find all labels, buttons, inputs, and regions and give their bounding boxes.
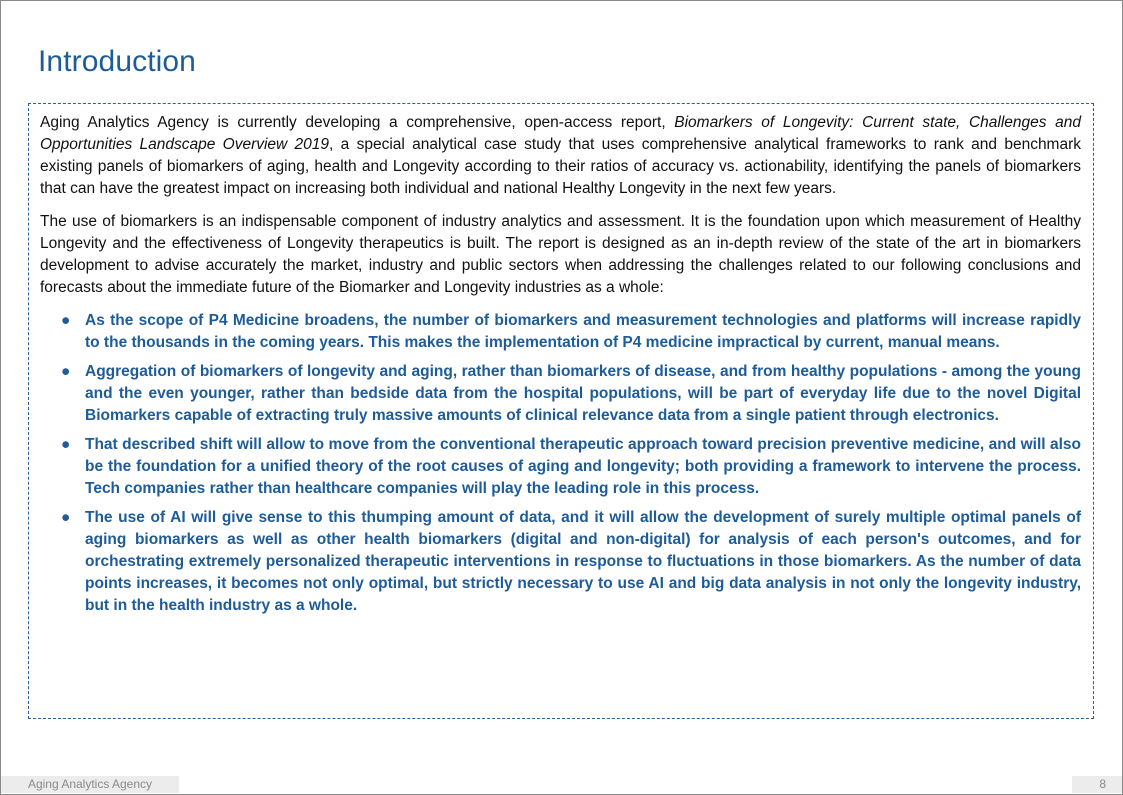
intro-paragraph-2: The use of biomarkers is an indispensable component of industry analytics and assessment. It is the foundation upon which measurement of Healthy Longevity and the effectiveness of Longevity therapeutics is built. The report is designed as an in-depth review of the state of the art in biomarkers development to advise accurately the market, industry and public sectors when addressing the challenges related to our following conclusions and forecasts about the immediate future of the Biomarker and Longevity industries as a whole: xyxy=(40,213,1081,296)
footer-publisher: Aging Analytics Agency xyxy=(1,776,179,793)
page-title: Introduction xyxy=(38,45,196,78)
list-item xyxy=(40,507,1081,617)
list-item xyxy=(40,361,1081,427)
bullet-icon: ● xyxy=(61,436,71,453)
list-item xyxy=(40,434,1081,500)
intro-paragraph-1-lead: Aging Analytics Agency is currently developing a comprehensive, open-access report, xyxy=(40,114,675,131)
list-item-text: That described shift will allow to move from the conventional therapeutic approach toward precision preventive medicine, and will also be the foundation for a unified theory of the root causes of aging and longevity; both providing a framework to intervene the process. Tech companies rather than healthcare companies will play the leading role in this process. xyxy=(85,436,1081,497)
bullet-icon: ● xyxy=(61,509,71,526)
list-item xyxy=(40,310,1081,354)
page-number: 8 xyxy=(1072,776,1122,793)
conclusions-list xyxy=(40,310,1081,617)
list-item-text: As the scope of P4 Medicine broadens, the number of biomarkers and measurement technologies and platforms will increase rapidly to the thousands in the coming years. This makes the implementation of P4 medicine impractical by current, manual means. xyxy=(85,312,1081,351)
intro-paragraph-1 xyxy=(40,112,1081,200)
intro-paragraph-1-rest: , a special analytical case study that uses comprehensive analytical frameworks to rank and benchmark existing panels of biomarkers of aging, health and Longevity according to their ratios of accuracy vs. actionability, identifying the panels of biomarkers that can have the greatest impact on increasing both individual and national Healthy Longevity in the next few years. xyxy=(40,136,1082,197)
report-title: Biomarkers of Longevity: Current state, Challenges and Opportunities Landscape Overview 2019 xyxy=(40,114,1082,153)
list-item-text: The use of AI will give sense to this thumping amount of data, and it will allow the development of surely multiple optimal panels of aging biomarkers as well as other health biomarkers (digital and non-digital) for analysis of each person's outcomes, and for orchestrating extremely personalized therapeutic interventions in response to fluctuations in those biomarkers. As the number of data points increases, it becomes not only optimal, but strictly necessary to use AI and big data analysis in not only the longevity industry, but in the health industry as a whole. xyxy=(85,509,1081,614)
list-item-text: Aggregation of biomarkers of longevity and aging, rather than biomarkers of disease, and from healthy populations - among the young and the even younger, rather than bedside data from the hospital populations, will be part of everyday life due to the novel Digital Biomarkers capable of extracting truly massive amounts of clinical relevance data from a single patient through electronics. xyxy=(85,363,1081,424)
bullet-icon: ● xyxy=(61,312,71,329)
bullet-icon: ● xyxy=(61,363,71,380)
content-box xyxy=(28,103,1094,719)
